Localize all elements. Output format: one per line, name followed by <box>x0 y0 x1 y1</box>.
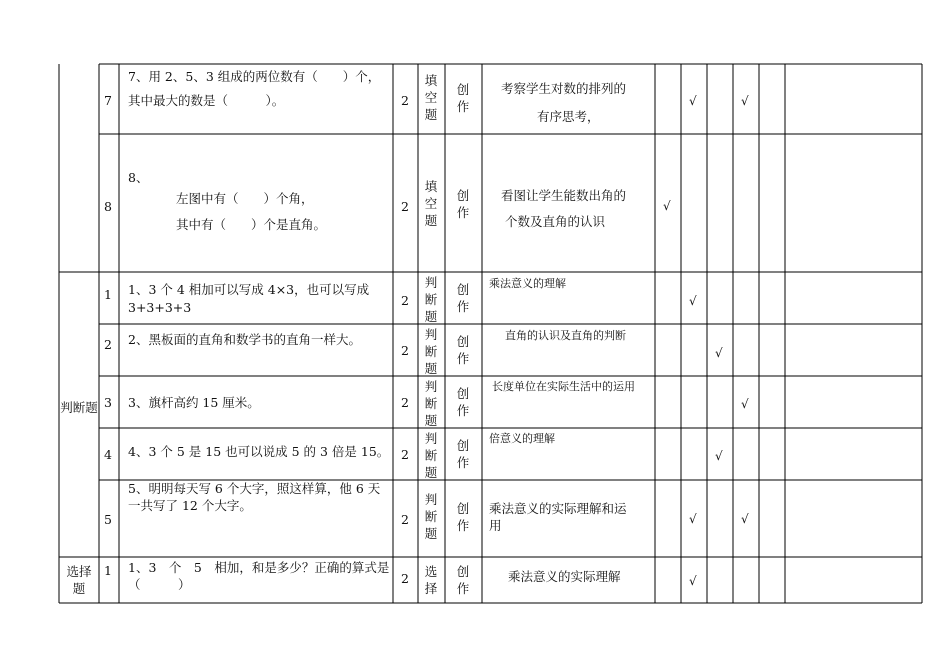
check-mark: √ <box>663 199 671 213</box>
question-text-line: 其中有（ ）个是直角。 <box>176 217 327 232</box>
question-text-line: 3+3+3+3 <box>128 300 192 315</box>
source-cell: 创作 <box>456 501 470 533</box>
question-type-cell: 选择 <box>424 564 438 596</box>
check-mark: √ <box>741 94 749 108</box>
check-mark: √ <box>715 346 723 360</box>
source-cell: 创作 <box>456 188 470 220</box>
source-cell: 创作 <box>456 282 470 314</box>
question-text-line: 4、3 个 5 是 15 也可以说成 5 的 3 倍是 15。 <box>128 444 390 459</box>
question-text-line: 1、3 个 5 相加，和是多少？正确的算式是 <box>128 560 390 575</box>
check-mark: √ <box>689 94 697 108</box>
question-number: 8 <box>104 199 112 214</box>
question-text-line: 7、用 2、5、3 组成的两位数有（ ）个， <box>128 69 381 84</box>
check-mark: √ <box>715 449 723 463</box>
check-mark: √ <box>741 397 749 411</box>
source-cell: 创作 <box>456 564 470 596</box>
question-number: 3 <box>104 395 112 410</box>
score-cell: 2 <box>401 571 409 586</box>
question-type-cell: 判断题 <box>424 431 438 480</box>
check-mark: √ <box>689 574 697 588</box>
score-cell: 2 <box>401 343 409 358</box>
question-text-line: 5、明明每天写 6 个大字，照这样算，他 6 天 <box>128 481 381 496</box>
intent-text-line: 乘法意义的理解 <box>489 277 566 290</box>
intent-text-line: 乘法意义的实际理解和运 <box>489 501 627 516</box>
intent-text-line: 直角的认识及直角的判断 <box>505 329 626 342</box>
score-cell: 2 <box>401 93 409 108</box>
question-type-cell: 判断题 <box>424 275 438 324</box>
question-number: 1 <box>104 563 112 578</box>
question-type-cell: 判断题 <box>424 327 438 376</box>
question-type-cell: 填空题 <box>424 73 438 122</box>
question-number: 2 <box>104 337 112 352</box>
check-mark: √ <box>689 294 697 308</box>
question-text-line: 左图中有（ ）个角， <box>176 191 314 206</box>
section-label-judgement: 判断题 <box>60 400 98 415</box>
question-text-line: 3、旗杆高约 15 厘米。 <box>128 395 260 410</box>
check-mark: √ <box>689 512 697 526</box>
question-text-line: （ ） <box>128 577 191 592</box>
score-cell: 2 <box>401 395 409 410</box>
check-mark: √ <box>741 512 749 526</box>
source-cell: 创作 <box>456 82 470 114</box>
score-cell: 2 <box>401 293 409 308</box>
question-number: 4 <box>104 447 112 462</box>
question-type-cell: 判断题 <box>424 492 438 541</box>
score-cell: 2 <box>401 512 409 527</box>
source-cell: 创作 <box>456 386 470 418</box>
score-cell: 2 <box>401 199 409 214</box>
section-label-choice: 选择题 <box>66 564 92 596</box>
intent-text-line: 倍意义的理解 <box>489 432 555 445</box>
intent-text-line: 看图让学生能数出角的 <box>501 188 627 203</box>
intent-text-line: 个数及直角的认识 <box>505 214 606 229</box>
question-number: 5 <box>104 512 112 527</box>
score-cell: 2 <box>401 447 409 462</box>
question-type-cell: 判断题 <box>424 379 438 428</box>
question-text-line: 一共写了 12 个大字。 <box>128 498 252 513</box>
intent-text-line: 考察学生对数的排列的 <box>501 81 627 96</box>
question-text-line: 其中最大的数是（ ）。 <box>128 93 285 108</box>
intent-text-line: 长度单位在实际生活中的运用 <box>492 380 635 393</box>
question-number: 7 <box>104 93 112 108</box>
question-text-line: 8、 <box>128 170 149 185</box>
source-cell: 创作 <box>456 438 470 470</box>
intent-text-line: 有序思考， <box>537 109 600 124</box>
intent-text-line: 乘法意义的实际理解 <box>508 569 621 584</box>
intent-text-line: 用 <box>489 518 502 533</box>
source-cell: 创作 <box>456 334 470 366</box>
question-text-line: 1、3 个 4 相加可以写成 4×3，也可以写成 <box>128 282 370 297</box>
question-type-cell: 填空题 <box>424 179 438 228</box>
question-number: 1 <box>104 287 112 302</box>
question-text-line: 2、黑板面的直角和数学书的直角一样大。 <box>128 332 361 347</box>
